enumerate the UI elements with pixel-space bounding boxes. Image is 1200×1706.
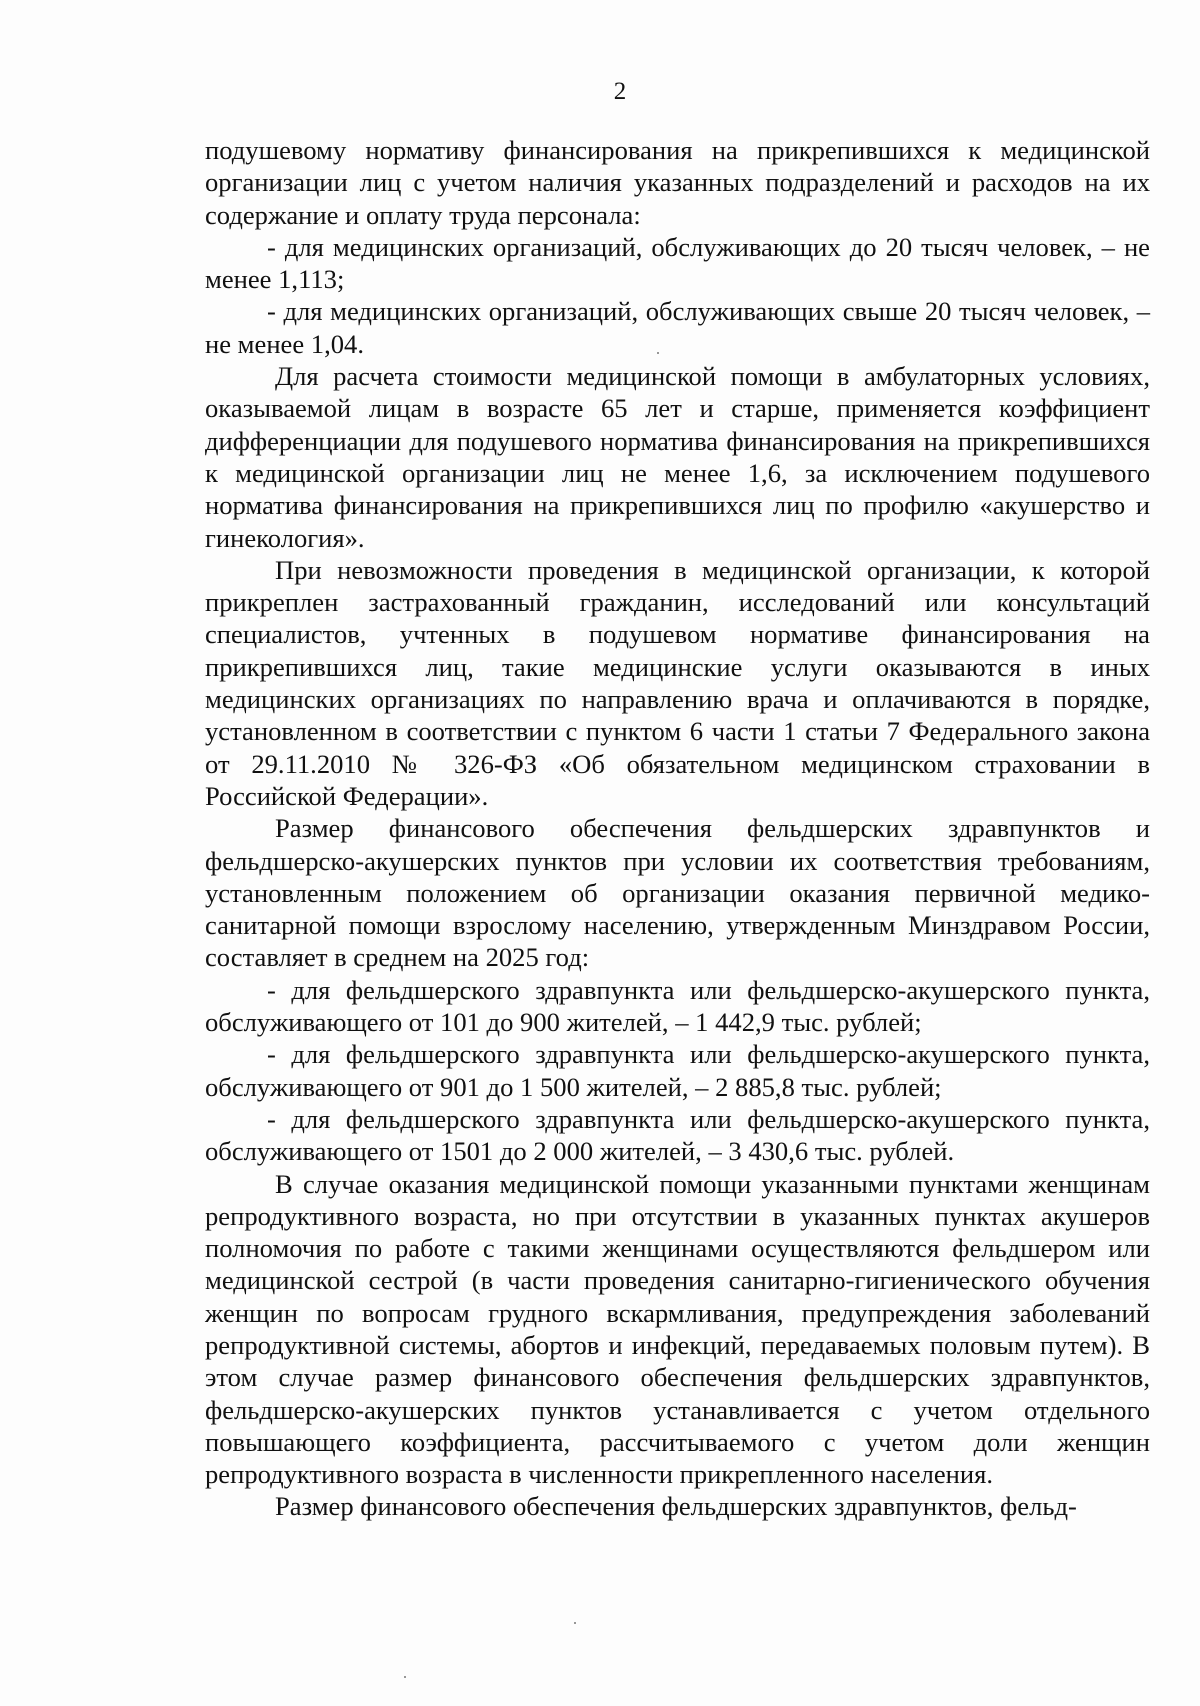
list-item: - для фельдшерского здравпункта или фельдшерско-акушерского пункта, обслуживающего от 101 до 900 жителей, – 1 442,9 тыс. рублей; xyxy=(205,974,1150,1038)
list-item: - для фельдшерского здравпункта или фельдшерско-акушерского пункта, обслуживающего от 1501 до 2 000 жителей, – 3 430,6 тыс. рублей. xyxy=(205,1103,1150,1167)
paragraph: В случае оказания медицинской помощи указанными пунктами женщинам репродуктивного возраста, но при отсутствии в указанных пунктах акушеров полномочия по работе с такими женщинами осуществляются фельдшером или медицинской сестрой (в части проведения санитарно-гигиенического обучения женщин по вопросам грудного вскармливания, предупреждения заболеваний репродуктивной системы, абортов и инфекций, передаваемых половым путем). В этом случае размер финансового обеспечения фельдшерских здравпунктов, фельдшерско-акушерских пунктов устанавливается с учетом отдельного повышающего коэффициента, рассчитываемого с учетом доли женщин репродуктивного возраста в численности прикрепленного населения. xyxy=(205,1168,1150,1490)
paragraph: Для расчета стоимости медицинской помощи в амбулаторных условиях, оказываемой лицам в возрасте 65 лет и старше, применяется коэффициент дифференциации для подушевого норматива финансирования на прикрепившихся к медицинской организации лиц не менее 1,6, за исключением подушевого норматива финансирования на прикрепившихся лиц по профилю «акушерство и гинекология». xyxy=(205,361,1150,553)
list-item: - для медицинских организаций, обслуживающих свыше 20 тысяч человек, – не менее 1,04. xyxy=(205,296,1150,359)
list-item: - для медицинских организаций, обслуживающих до 20 тысяч человек, – не менее 1,113; xyxy=(205,231,1150,295)
page-number: 2 xyxy=(613,78,627,105)
scan-speck xyxy=(657,352,659,354)
paragraph: подушевому нормативу финансирования на прикрепившихся к медицинской организации лиц с учетом наличия указанных подразделений и расходов на их содержание и оплату труда персонала: xyxy=(205,135,1150,230)
document-body xyxy=(205,134,1150,1523)
paragraph: При невозможности проведения в медицинской организации, к которой прикреплен застрахованный гражданин, исследований или консультаций специалистов, учтенных в подушевом нормативе финансирования на прикрепившихся лиц, такие медицинские услуги оказываются в иных медицинских организациях по направлению врача и оплачиваются в порядке, установленном в соответствии с пунктом 6 части 1 статьи 7 Федерального закона от 29.11.2010 № 326-ФЗ «Об обязательном медицинском страховании в Российской Федерации». xyxy=(205,554,1150,811)
scan-speck xyxy=(404,1676,406,1678)
scan-speck xyxy=(574,1622,576,1624)
paragraph: Размер финансового обеспечения фельдшерских здравпунктов, фельд- xyxy=(275,1491,1077,1522)
paragraph: Размер финансового обеспечения фельдшерских здравпунктов и фельдшерско-акушерских пунктов при условии их соответствия требованиям, установленным положением об организации оказания первичной медико-санитарной помощи взрослому населению, утвержденным Минздравом России, составляет в среднем на 2025 год: xyxy=(205,813,1150,973)
list-item: - для фельдшерского здравпункта или фельдшерско-акушерского пункта, обслуживающего от 901 до 1 500 жителей, – 2 885,8 тыс. рублей; xyxy=(205,1039,1150,1102)
